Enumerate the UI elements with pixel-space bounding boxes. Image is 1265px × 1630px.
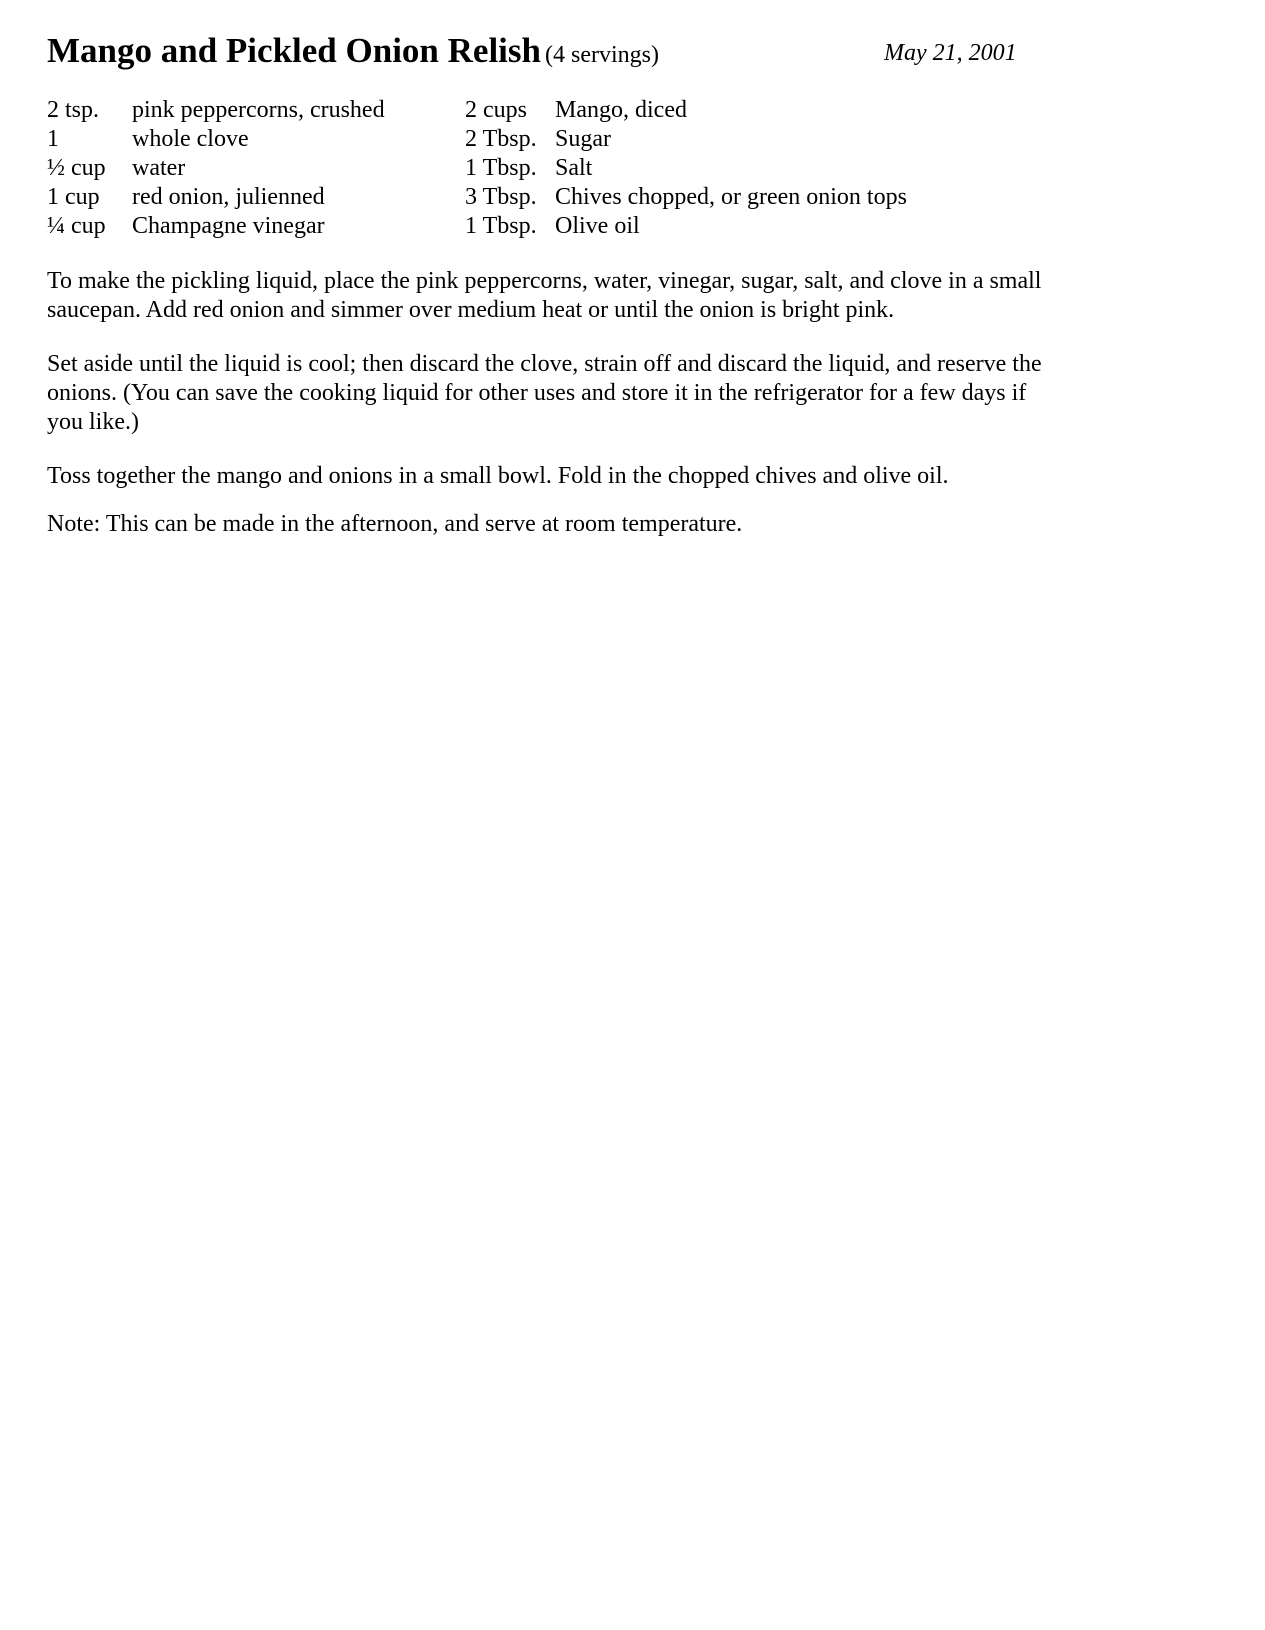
recipe-title: Mango and Pickled Onion Relish (47, 31, 541, 70)
recipe-header (47, 28, 1047, 78)
ingredient-quantity: 3 Tbsp. (465, 184, 537, 210)
instruction-cooling: Set aside until the liquid is cool; then discard the clove, strain off and discard the liquid, and reserve the onions. (You can save the cooking liquid for other uses and store it in the refrigerator for a few days if you like.) (47, 351, 1042, 435)
ingredient-name: Mango, diced (555, 97, 687, 123)
ingredient-quantity: 2 cups (465, 97, 527, 123)
ingredient-name: red onion, julienned (132, 184, 325, 210)
ingredient-name: Champagne vinegar (132, 213, 325, 239)
recipe-date: May 21, 2001 (884, 40, 1017, 66)
ingredient-quantity: 1 Tbsp. (465, 213, 537, 239)
ingredient-name: Sugar (555, 126, 611, 152)
ingredient-quantity: ½ cup (47, 155, 106, 181)
ingredient-name: Olive oil (555, 213, 640, 239)
ingredients-list (47, 96, 1047, 241)
ingredient-name: pink peppercorns, crushed (132, 97, 385, 123)
ingredient-name: Salt (555, 155, 593, 181)
ingredient-quantity: 2 tsp. (47, 97, 100, 123)
ingredient-quantity: 2 Tbsp. (465, 126, 537, 152)
servings-note: (4 servings) (544, 42, 659, 68)
instruction-pickling: To make the pickling liquid, place the pink peppercorns, water, vinegar, sugar, salt, and clove in a small saucepan. Add red onion and simmer over medium heat or until the onion is bright pink. (47, 268, 1042, 323)
ingredient-name: water (132, 155, 186, 181)
ingredient-quantity: ¼ cup (47, 213, 106, 239)
ingredient-quantity: 1 cup (47, 184, 100, 210)
ingredient-quantity: 1 Tbsp. (465, 155, 537, 181)
ingredient-name: Chives chopped, or green onion tops (555, 184, 907, 210)
ingredient-quantity: 1 (47, 126, 59, 152)
recipe-page (47, 28, 1047, 539)
ingredient-name: whole clove (132, 126, 249, 152)
serving-note: Note: This can be made in the afternoon, and serve at room temperature. (47, 511, 743, 537)
instruction-tossing: Toss together the mango and onions in a small bowl. Fold in the chopped chives and olive oil. (47, 463, 949, 489)
